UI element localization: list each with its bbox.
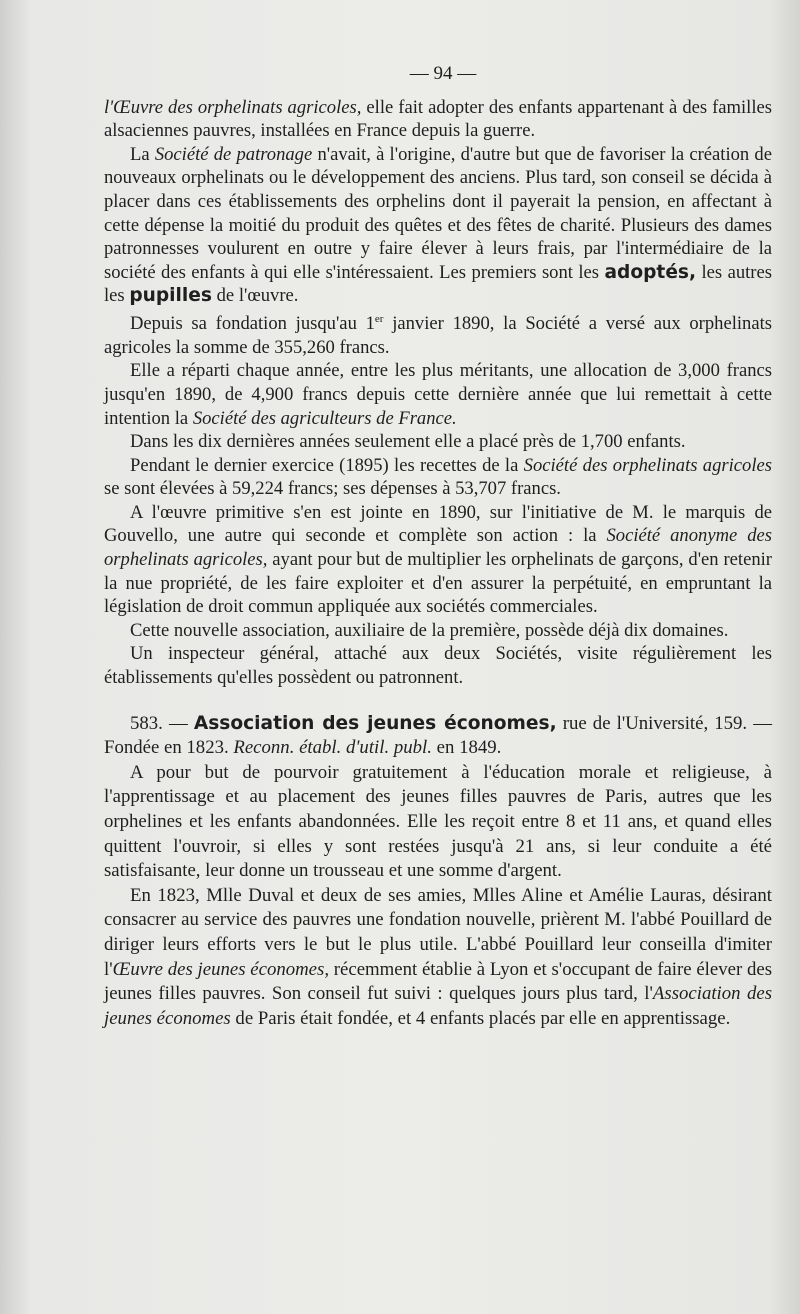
paragraph-societe-patronage (104, 143, 772, 308)
paragraph-fondation (104, 308, 772, 359)
bold-term-pupilles: pupilles (129, 285, 212, 307)
paragraph-inspecteur: Un inspecteur général, attaché aux deux Sociétés, visite régulièrement les établissements qu'elles possèdent ou patronnent. (104, 643, 772, 689)
entry-title: Association des jeunes économes, (193, 712, 557, 734)
paragraph-but: A pour but de pourvoir gratuitement à l'éducation morale et religieuse, à l'apprentissage et au placement des jeunes filles pauvres de Paris, autres que les orphelines et les enfants abandonnées. Elle les reçoit entre 8 et 11 ans, et quand elles quittent l'ouvroir, si elles y sont restées jusqu'à 21 ans, si leur conduite a été satisfaisante, leur donne un trousseau et une somme d'argent. (104, 761, 772, 882)
text: de l'œuvre. (211, 285, 299, 307)
text: En 1823, Mlle Duval et deux de ses amies, Mlles Aline et Amélie Lauras, désirant consacrer au service des pauvres une fondation nouvelle, prièrent M. l'abbé Pouillard de diriger leurs efforts vers le but le plus utile. L'abbé Pouillard leur conseilla d'imiter l' (104, 884, 772, 980)
paragraph-exercice (104, 454, 772, 501)
italic-text: Association des jeunes économes (104, 983, 773, 1029)
bold-term-adoptes: adoptés, (604, 261, 697, 283)
text: n'avait, à l'origine, d'autre but que de favoriser la création de nouveaux orphelinats ou le développement des anciens. Plus tard, son conseil se décida à placer dans ces établissements des orphelins dont il payerait la pension, en affectant à cette dépense la moitié du produit des quêtes et des fêtes de charité. Plusieurs des dames patronnesses voulurent en outre y faire élever à leurs frais, par l'intermédiaire de la société des enfants à qui elle s'intéressaient. Les premiers sont les (104, 143, 772, 283)
italic-text: Société des orphelinats agricoles (523, 454, 772, 476)
paragraph-histoire (104, 884, 772, 1032)
italic-text: Société de patronage (154, 143, 313, 165)
paragraph-dix-annees: Dans les dix dernières années seulement elle a placé près de 1,700 enfants. (130, 431, 686, 453)
text: se sont élevées à 59,224 francs; ses dépenses à 53,707 francs. (104, 478, 561, 500)
superscript: er (374, 312, 384, 325)
paragraph-nouvelle-association: Cette nouvelle association, auxiliaire de la première, possède déjà dix domaines. (130, 619, 729, 641)
text: Elle a réparti chaque année, entre les plus méritants, une allocation de 3,000 francs jusqu'en 1890, de 4,900 francs depuis cette dernière année que lui remettait à cette intention la (104, 360, 772, 429)
text: Depuis sa fondation jusqu'au 1 (130, 313, 375, 335)
italic-text: Société des agriculteurs de France. (192, 407, 457, 429)
italic-text: Reconn. établ. d'util. publ. (233, 737, 432, 759)
paragraph-oeuvre-primitive (104, 501, 772, 619)
page-number: — 94 — (409, 63, 477, 84)
text: les autres les (104, 261, 772, 307)
text: — (162, 712, 194, 734)
text: de Paris était fondée, et 4 enfants placés par elle en apprentissage. (230, 1007, 731, 1029)
italic-text: l'Œuvre des orphelinats agricoles, (104, 96, 362, 118)
entry-address: rue de l'Université, 159. — Fondée en 1823. (104, 712, 772, 759)
text: janvier 1890, la Société a versé aux orphelinats agricoles la somme de 355,260 francs. (104, 313, 772, 358)
text: en 1849. (431, 737, 502, 759)
entry-heading (104, 712, 772, 761)
paragraph-allocation (104, 359, 772, 430)
italic-text: Société anonyme des orphelinats agricoles, (104, 525, 772, 571)
text: La (130, 143, 155, 165)
entry-number: 583. (130, 712, 163, 734)
text: ayant pour but de multiplier les orphelinats de garçons, d'en retenir la nue propriété, de les faire exploiter et d'en assurer la perpétuité, en empruntant la législation de droit commun appliquée aux sociétés commerciales. (104, 549, 772, 618)
text: A l'œuvre primitive s'en est jointe en 1890, sur l'initiative de M. le marquis de Gouvello, une autre qui seconde et complète son action : la (104, 501, 772, 547)
italic-text: Œuvre des jeunes économes, (112, 958, 330, 980)
text: récemment établie à Lyon et s'occupant de faire élever des jeunes filles pauvres. Son conseil fut suivi : quelques jours plus tard, l' (104, 958, 773, 1005)
text: elle fait adopter des enfants appartenant à des familles alsaciennes pauvres, installées en France depuis la guerre. (104, 96, 773, 142)
text: Pendant le dernier exercice (1895) les recettes de la (130, 454, 524, 476)
paragraph-oeuvre (104, 96, 772, 143)
page-body (104, 62, 772, 1031)
